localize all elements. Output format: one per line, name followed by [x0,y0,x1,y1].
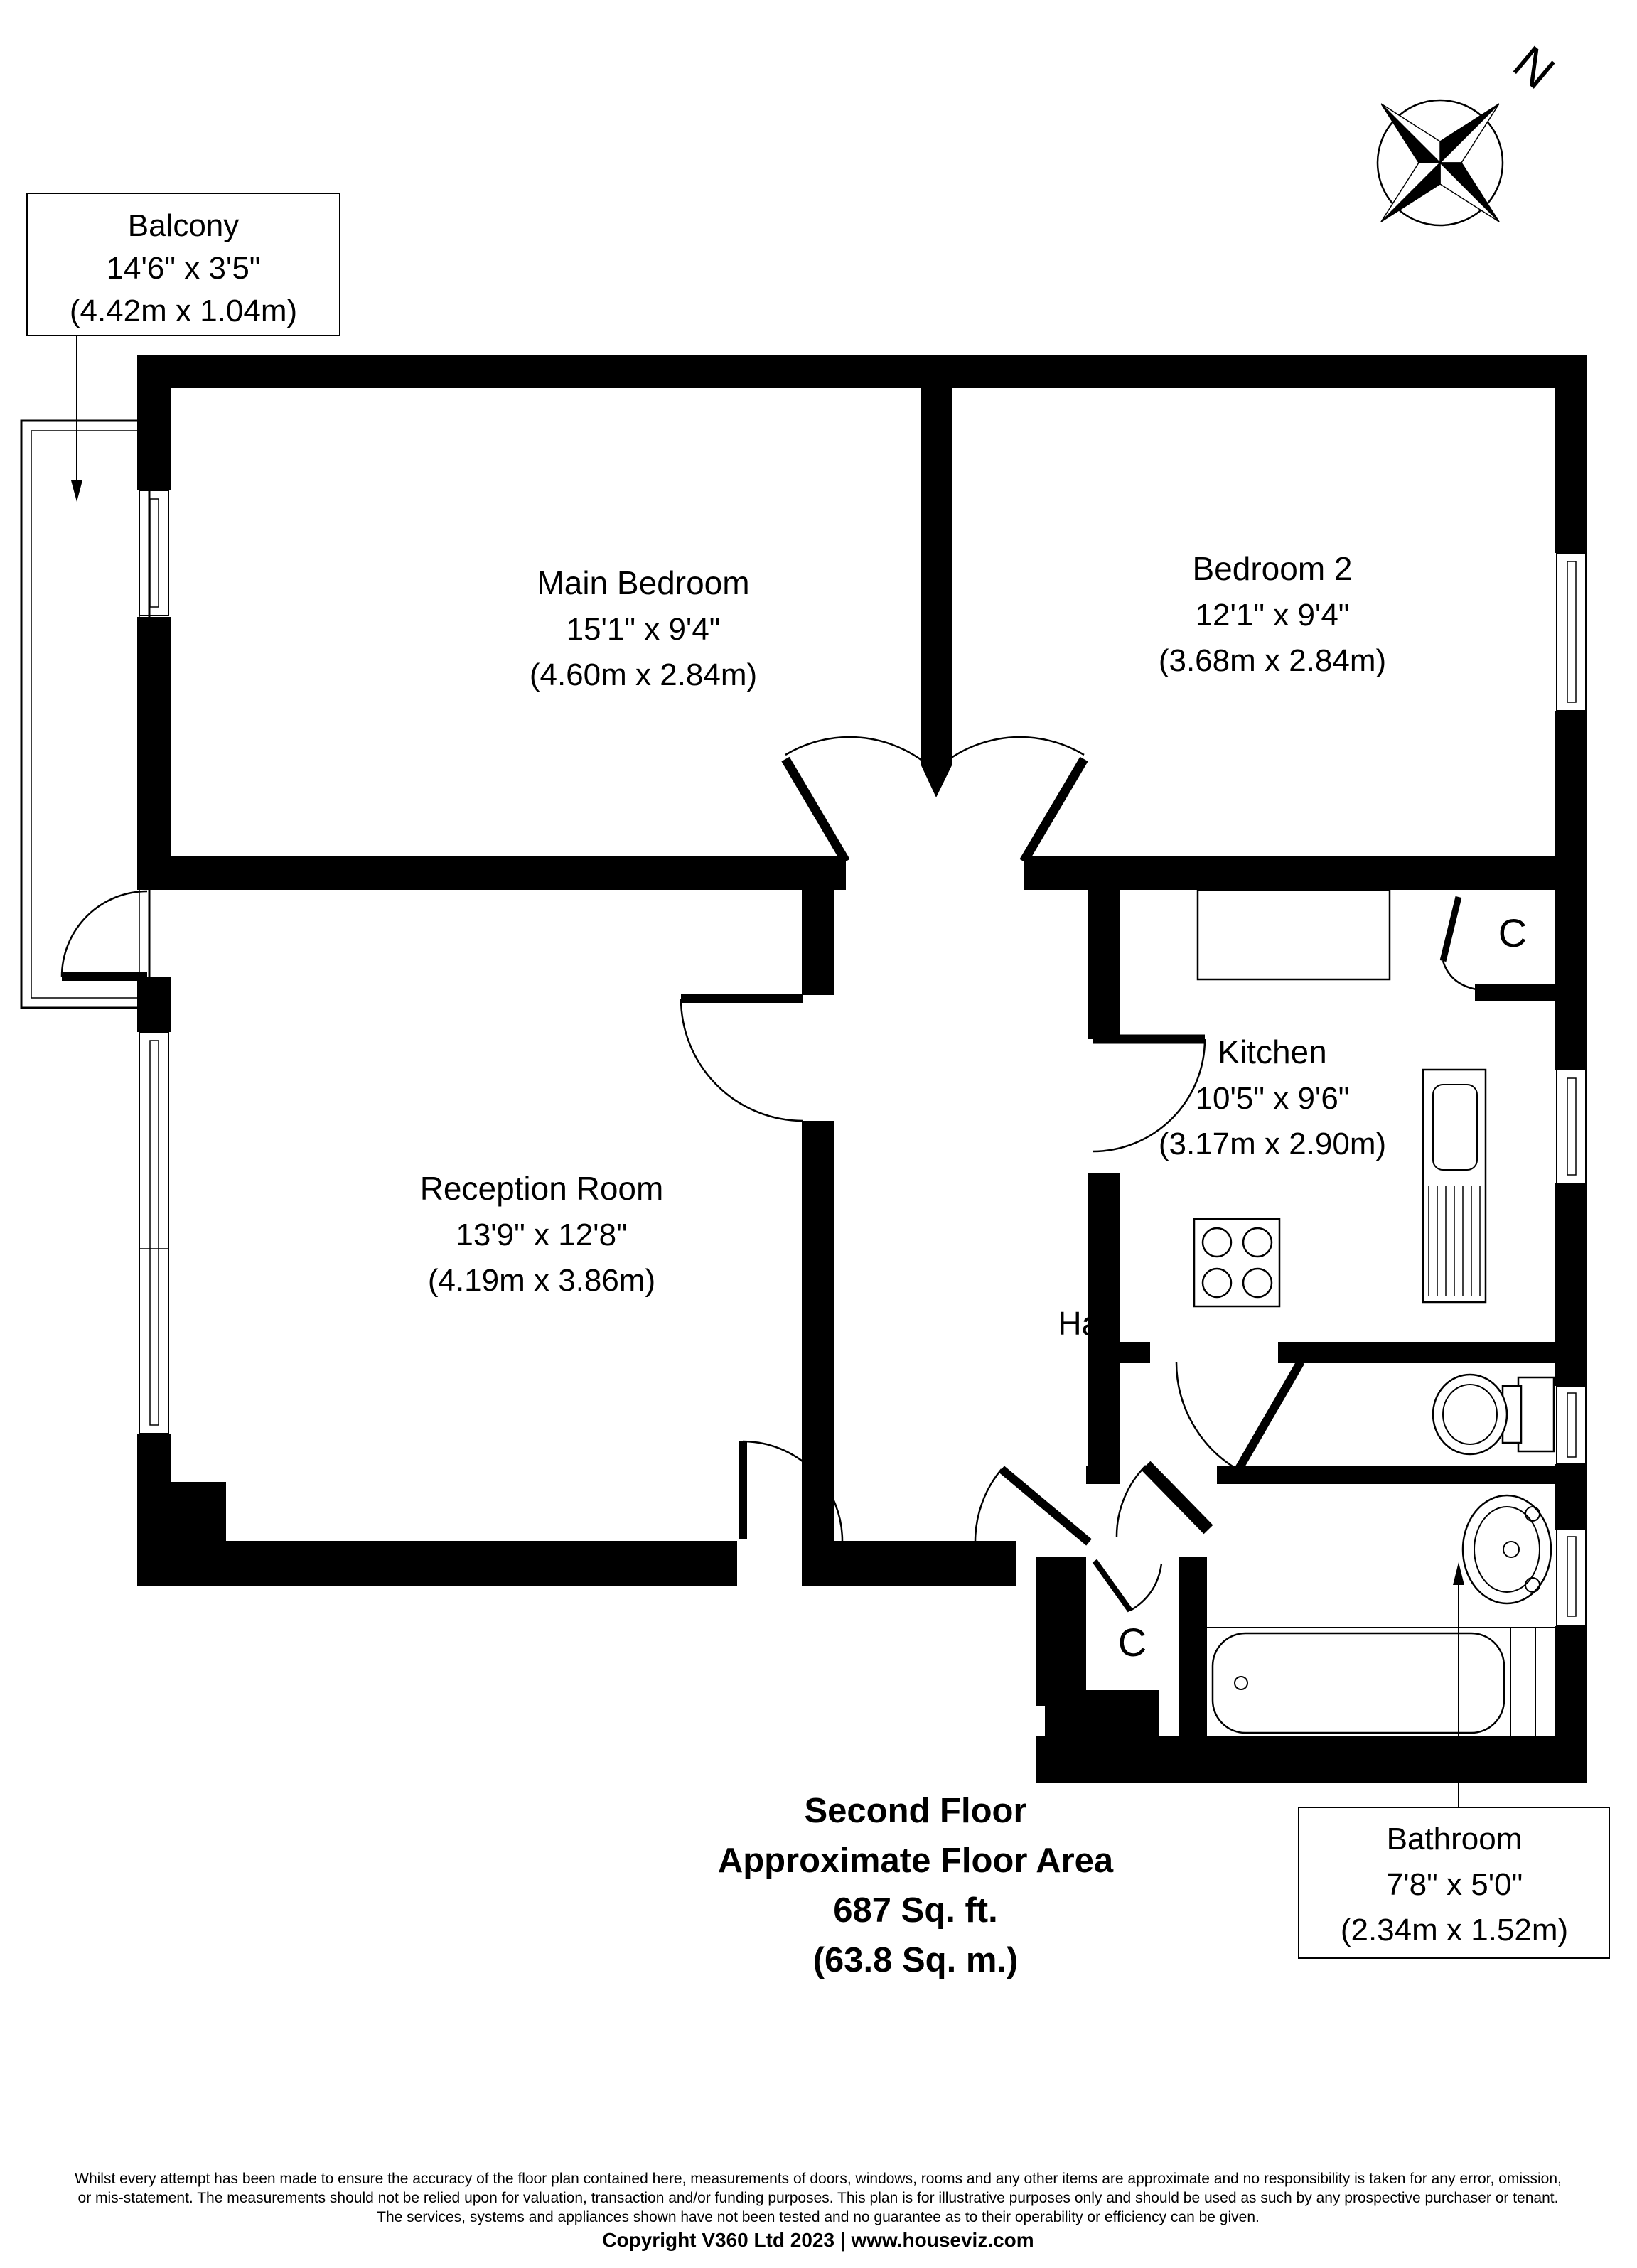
window-main-bedroom [139,490,168,616]
wall-mid-right [1024,856,1587,890]
wall-top [137,355,1587,388]
summary-area-title: Approximate Floor Area [717,1842,1114,1880]
walls [137,355,1587,1783]
sink [1423,1070,1486,1302]
door-reception-upper [681,999,803,1121]
room-label-bedroom-2 [1159,550,1386,678]
door-main-bedroom [785,737,924,861]
bathroom-arrowhead [1453,1562,1464,1585]
reception-imperial: 13'9" x 12'8" [456,1218,628,1252]
hob [1194,1219,1279,1306]
hall-label: Hall [1058,1305,1115,1342]
reception-metric: (4.19m x 3.86m) [427,1263,656,1298]
room-label-reception [420,1170,664,1298]
kitchen-metric: (3.17m x 2.90m) [1158,1127,1387,1161]
kitchen-name: Kitchen [1218,1033,1327,1070]
disclaimer-line-2: or mis-statement. The measurements should not be relied upon for valuation, transaction and/or funding purposes. This plan is for illustrative purposes only and should be used as such by any prospective purchaser or tenant. [77,2190,1559,2206]
compass-rose-icon [1378,36,1564,225]
kitchen-cupboard-label: C [1498,910,1528,955]
wall-reception-bottom [139,1541,737,1586]
door-wc [1176,1362,1301,1470]
footer [75,2171,1562,2251]
wall-kitchen-cupboard [1475,984,1555,1001]
window-wc [1557,1386,1586,1464]
balcony-metric: (4.42m x 1.04m) [69,294,298,328]
window-kitchen [1557,1070,1586,1183]
balcony-arrowhead [71,480,82,502]
summary-area-imperial: 687 Sq. ft. [833,1891,998,1930]
balcony-imperial: 14'6" x 3'5" [106,251,261,286]
wall-closet-right [1179,1557,1207,1736]
disclaimer-line-1: Whilst every attempt has been made to ensure the accuracy of the floor plan contained here, measurements of doors, windows, rooms and any other items are approximate and no responsibility is taken for any error, omission, [75,2171,1562,2187]
hall-cupboard-label: C [1117,1620,1147,1665]
compass-north-label: N [1503,36,1565,100]
balcony-label: Balcony [127,208,240,243]
balcony-callout [27,193,340,502]
door-kitchen-cupboard [1443,897,1489,991]
bedroom-2-metric: (3.68m x 2.84m) [1158,643,1387,678]
wall-hall-bottom [802,1541,1016,1586]
bathtub [1207,1628,1555,1736]
bathroom-imperial: 7'8" x 5'0" [1385,1867,1523,1902]
summary-floor: Second Floor [804,1792,1027,1830]
wall-hall-left [802,1121,834,1541]
balcony-outline [21,421,149,1008]
wall-bedroom-separator [921,387,952,764]
door-entrance [975,1469,1089,1542]
main-bedroom-name: Main Bedroom [537,564,750,601]
reception-name: Reception Room [419,1170,664,1207]
main-bedroom-metric: (4.60m x 2.84m) [529,657,758,692]
bedroom-2-name: Bedroom 2 [1192,550,1353,587]
wall-chimney-recess [171,1482,226,1541]
window-bedroom-2 [1557,553,1586,711]
wall-bottom [1036,1736,1587,1783]
kitchen-unit [1198,890,1390,979]
wall-closet-left [1036,1557,1086,1706]
room-label-main-bedroom [530,564,757,692]
door-bedroom-2 [945,737,1084,861]
basin [1463,1495,1551,1603]
kitchen-imperial: 10'5" x 9'6" [1195,1081,1350,1116]
window-bathroom [1557,1530,1586,1626]
bedroom-2-imperial: 12'1" x 9'4" [1195,598,1350,633]
wall-kitchen-bottom [1278,1342,1555,1363]
window-reception [139,1032,168,1434]
bathroom-metric: (2.34m x 1.52m) [1340,1913,1569,1947]
disclaimer-line-3: The services, systems and appliances shown have not been tested and no guarantee as to their operability or efficiency can be given. [377,2209,1260,2225]
wall-wc-bath-separator [1217,1466,1555,1484]
door-balcony [62,891,147,977]
bathroom-label: Bathroom [1386,1822,1523,1856]
door-bathroom [1117,1466,1208,1537]
toilet [1433,1375,1554,1454]
copyright-line: Copyright V360 Ltd 2023 | www.houseviz.com [602,2229,1034,2251]
main-bedroom-imperial: 15'1" x 9'4" [566,612,721,647]
wall-mid-left [137,856,846,890]
floor-summary [718,1792,1114,1979]
door-hall-cupboard [1095,1561,1161,1611]
summary-area-metric: (63.8 Sq. m.) [812,1941,1019,1979]
room-label-kitchen [1159,1033,1386,1161]
